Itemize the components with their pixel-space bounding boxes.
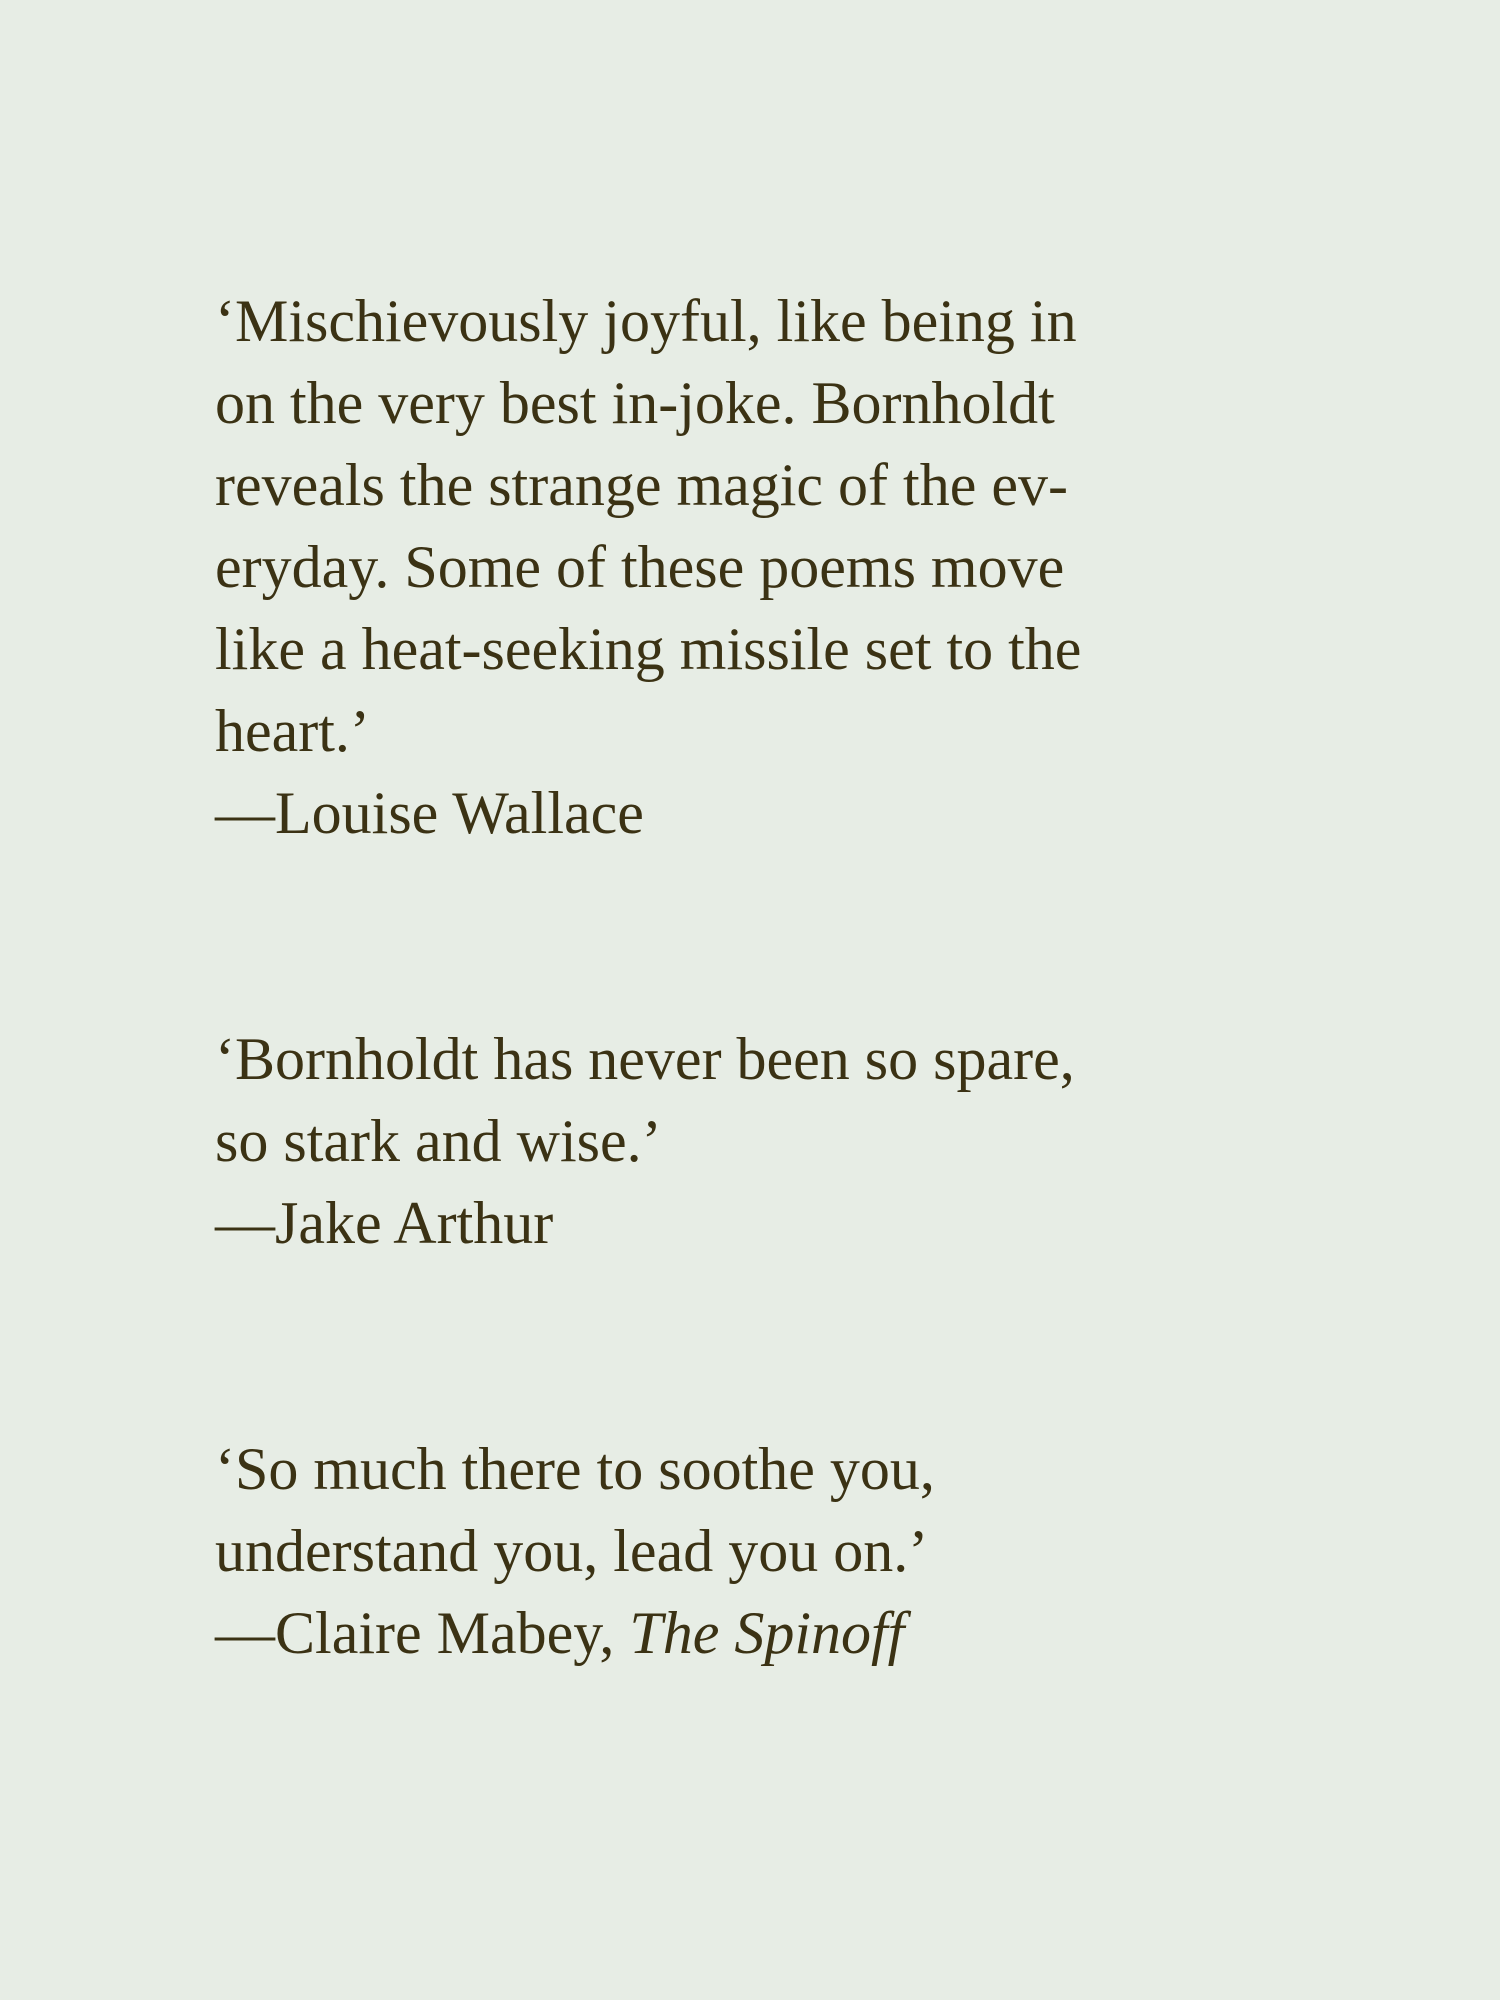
quote-attribution-line	[215, 1592, 1345, 1674]
quote-line: eryday. Some of these poems move	[215, 534, 1065, 600]
quote-line: like a heat-seeking missile set to the	[215, 616, 1082, 682]
quote-claire-mabey	[215, 1428, 1345, 1674]
quote-line: on the very best in-joke. Bornholdt	[215, 370, 1055, 436]
quote-attribution: —Claire Mabey,	[215, 1600, 630, 1666]
quote-line: ‘So much there to soothe you,	[215, 1436, 935, 1502]
quote-line: ‘Mischievously joyful, like being in	[215, 288, 1077, 354]
quote-line: understand you, lead you on.’	[215, 1518, 929, 1584]
quote-line: ‘Bornholdt has never been so spare,	[215, 1026, 1075, 1092]
publication-name: The Spinoff	[629, 1600, 905, 1666]
quote-line: heart.’	[215, 698, 370, 764]
quote-jake-arthur	[215, 1018, 1345, 1264]
quote-line: reveals the strange magic of the ev-	[215, 452, 1068, 518]
quote-louise-wallace	[215, 280, 1345, 854]
quote-attribution: —Jake Arthur	[215, 1190, 554, 1256]
quote-line: so stark and wise.’	[215, 1108, 662, 1174]
quote-attribution: —Louise Wallace	[215, 780, 644, 846]
